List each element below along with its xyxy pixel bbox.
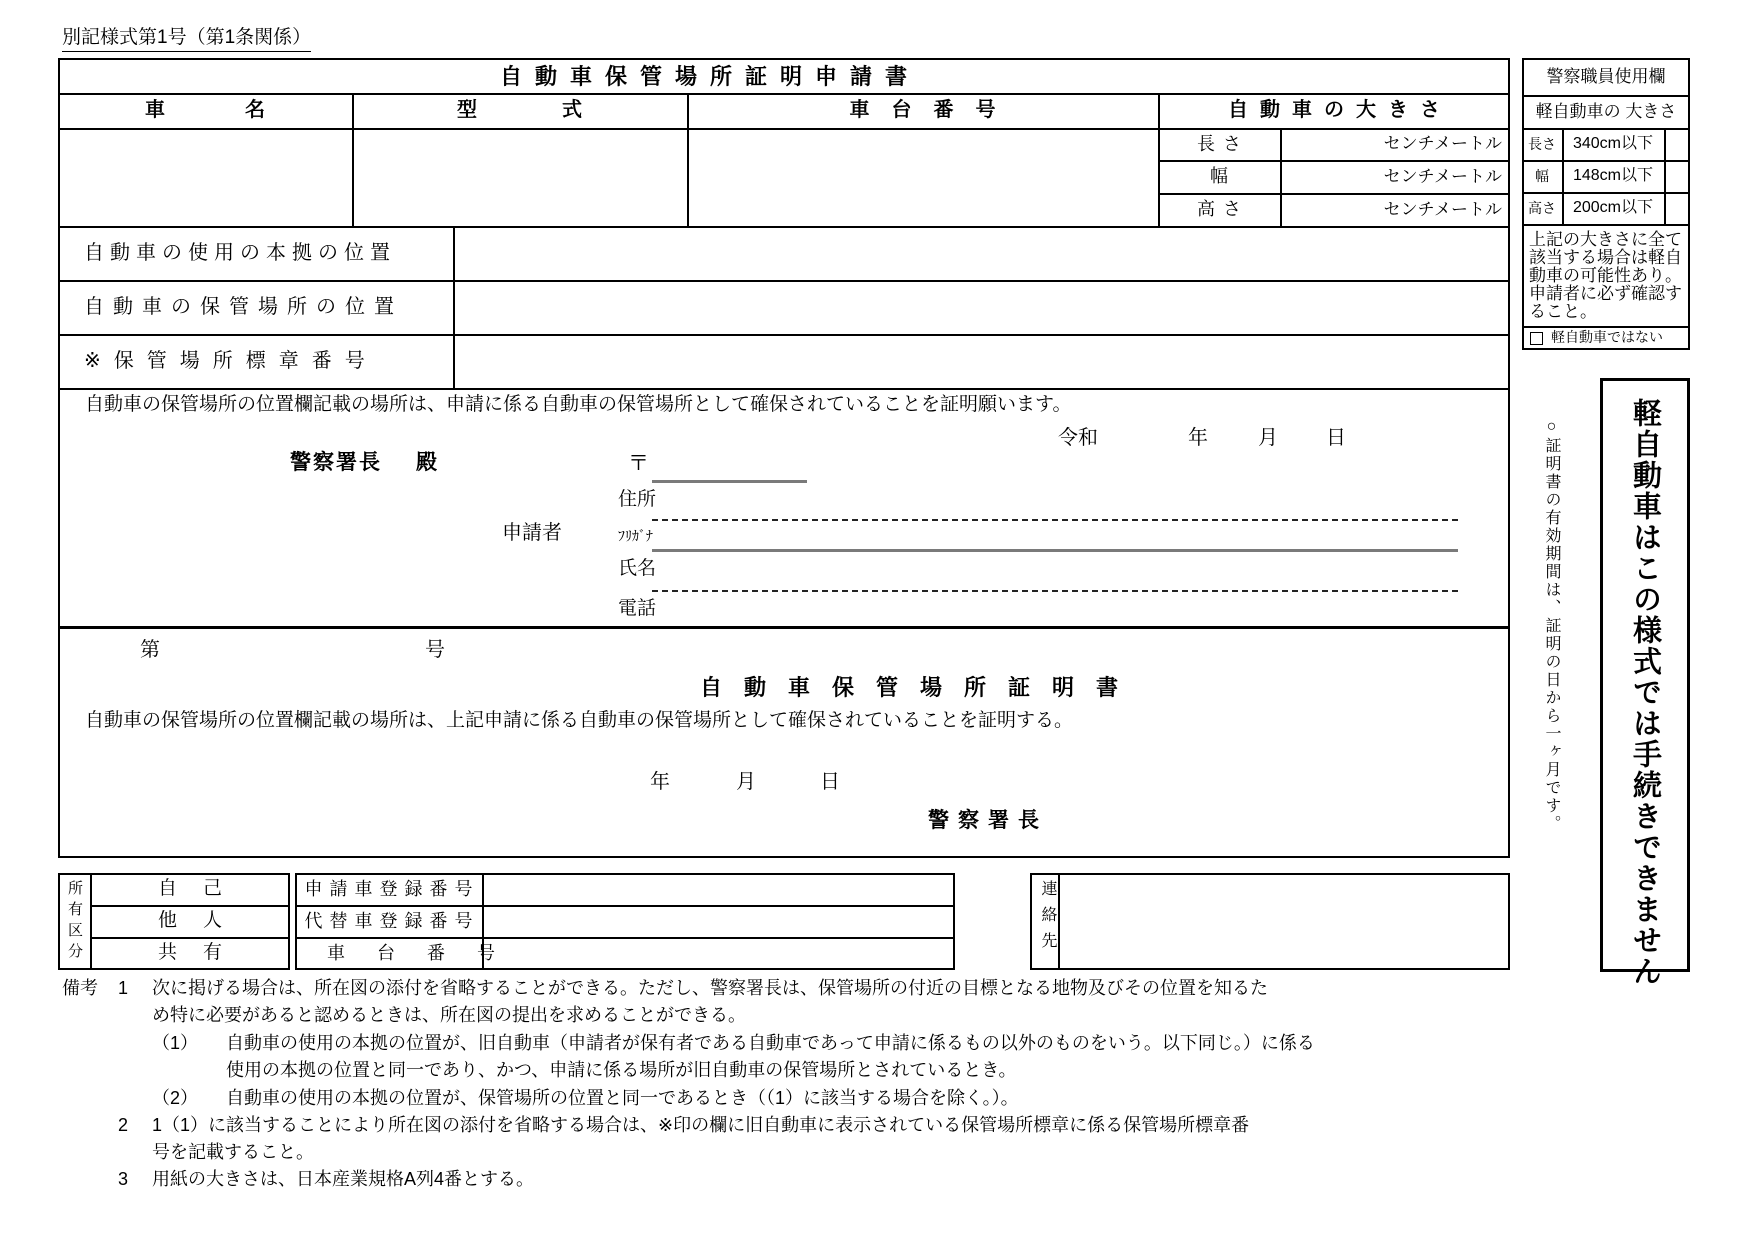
base-location-input-cell[interactable]: [455, 228, 1508, 278]
size-width-label: 幅: [1210, 166, 1228, 186]
header-car-name: 車名: [145, 99, 345, 121]
cert-police-chief-signature: 警察署長: [928, 809, 1048, 832]
furigana-write-line[interactable]: [652, 549, 1458, 552]
furigana-label: ﾌﾘｶﾞﾅ: [618, 528, 653, 544]
note-1-1-number: （1）: [152, 1033, 199, 1053]
contact-label: 連絡先: [1039, 880, 1056, 958]
postal-mark: 〒: [628, 452, 649, 475]
not-kei-checkbox[interactable]: [1530, 332, 1543, 345]
note-1-2-number: （2）: [152, 1088, 199, 1108]
certificate-validity-note: ○証明書の有効期間は、証明の日から一ヶ月です。: [1543, 418, 1560, 833]
application-car-number-input[interactable]: [484, 875, 953, 904]
panel-height-value: 200cm以下: [1572, 199, 1654, 216]
size-height-unit: センチメートル: [1383, 200, 1502, 219]
storage-location-input-cell[interactable]: [455, 282, 1508, 332]
header-chassis-number: 車台番号: [849, 99, 1018, 121]
note-1-text-cont: め特に必要があると認めるときは、所在図の提出を求めることができる。: [152, 1005, 746, 1025]
panel-note-line: ること。: [1529, 302, 1597, 321]
panel-length-check-cell[interactable]: [1666, 130, 1688, 158]
row-label-sticker-number: ※保管場所標章番号: [84, 350, 378, 372]
not-kei-checkbox-label: 軽自動車ではない: [1551, 329, 1663, 345]
header-model: 型式: [457, 99, 667, 121]
police-panel-title: 警察職員使用欄: [1546, 67, 1666, 86]
size-width-input-cell[interactable]: [1282, 162, 1432, 191]
cert-number-input-area[interactable]: [175, 636, 410, 662]
reg-row-chassis-number: 車台番号: [327, 943, 527, 963]
note-3-text: 用紙の大きさは、日本産業規格A列4番とする。: [152, 1169, 535, 1189]
size-height-label: 高さ: [1197, 199, 1249, 219]
note-1-text: 次に掲げる場合は、所在図の添付を省略することができる。ただし、警察署長は、保管場所の付近の目標となる地物及びその位置を知るた: [152, 978, 1268, 998]
reg-row-application-car: 申請車登録番号: [304, 879, 480, 899]
kei-size-subtitle: 軽自動車の 大きさ: [1535, 102, 1677, 121]
cert-month-label: 月: [736, 771, 756, 793]
note-1-1-text-cont: 使用の本拠の位置と同一であり、かつ、申請に係る場所が旧自動車の保管場所とされているとき。: [226, 1060, 1017, 1080]
note-1-2-text: 自動車の使用の本拠の位置が、保管場所の位置と同一であるとき（（1）に該当する場合を除く。）。: [226, 1088, 1019, 1108]
panel-note-line: 該当する場合は軽自: [1529, 248, 1682, 267]
contact-input-area[interactable]: [1060, 875, 1508, 968]
form-code-label: 別記様式第1号（第1条関係）: [62, 27, 311, 52]
size-length-label: 長さ: [1197, 134, 1249, 154]
panel-height-check-cell[interactable]: [1666, 194, 1688, 222]
note-2-text: 1（1）に該当することにより所在図の添付を省略する場合は、※印の欄に旧自動車に表示されている保管場所標章に係る保管場所標章番: [152, 1115, 1250, 1135]
row-label-base-location: 自動車の使用の本拠の位置: [84, 242, 396, 264]
cert-year-label: 年: [650, 771, 670, 793]
ownership-option-shared[interactable]: 共有: [157, 942, 248, 963]
postal-code-line[interactable]: [652, 480, 807, 483]
panel-length-label: 長さ: [1528, 136, 1556, 152]
address-write-line[interactable]: [652, 519, 1458, 521]
chassis-number-bottom-input[interactable]: [484, 939, 953, 968]
note-3-number: 3: [118, 1169, 129, 1189]
applicant-label: 申請者: [502, 522, 562, 544]
date-era-label: 令和: [1058, 427, 1098, 449]
name-write-line[interactable]: [652, 590, 1458, 592]
border-line: [58, 388, 1510, 390]
date-month-label: 月: [1258, 427, 1278, 449]
header-car-size: 自動車の大きさ: [1228, 99, 1452, 121]
application-title: 自動車保管場所証明申請書: [500, 64, 921, 89]
phone-label: 電話: [618, 598, 657, 619]
panel-width-check-cell[interactable]: [1666, 162, 1688, 190]
size-length-input-cell[interactable]: [1282, 130, 1432, 160]
panel-note-line: 申請者に必ず確認す: [1529, 284, 1682, 303]
name-label: 氏名: [618, 558, 657, 579]
panel-height-label: 高さ: [1528, 200, 1556, 216]
reg-row-replaced-car: 代替車登録番号: [304, 911, 480, 931]
chassis-number-input-cell[interactable]: [689, 130, 1156, 224]
honorific-label: 殿: [416, 451, 437, 474]
replaced-car-number-input[interactable]: [484, 907, 953, 936]
panel-note-line: 動車の可能性あり。: [1529, 266, 1682, 285]
panel-note-line: 上記の大きさに全て: [1529, 230, 1682, 249]
ownership-option-self[interactable]: 自己: [157, 878, 248, 899]
ownership-label: 所有区分: [66, 880, 83, 964]
size-length-unit: センチメートル: [1383, 134, 1502, 153]
row-label-storage-location: 自動車の保管場所の位置: [84, 296, 403, 318]
date-year-label: 年: [1188, 427, 1208, 449]
certificate-statement: 自動車の保管場所の位置欄記載の場所は、上記申請に係る自動車の保管場所として確保されていることを証明する。: [85, 710, 1074, 731]
sticker-number-input-cell[interactable]: [455, 336, 1508, 386]
certificate-title: 自動車保管場所証明書: [700, 675, 1141, 700]
model-input-cell[interactable]: [354, 130, 685, 224]
border-line: [1522, 326, 1690, 328]
size-height-input-cell[interactable]: [1282, 195, 1432, 224]
section-divider: [58, 626, 1510, 629]
border-line: [1522, 224, 1690, 226]
address-label: 住所: [618, 489, 657, 510]
car-name-input-cell[interactable]: [60, 130, 350, 224]
ownership-option-other[interactable]: 他人: [157, 910, 248, 931]
note-1-number: 1: [118, 978, 129, 998]
kei-warning-banner-text: 軽自動車はこの様式では手続きできません: [1629, 398, 1661, 987]
date-day-label: 日: [1326, 427, 1346, 449]
cert-day-label: 日: [820, 771, 840, 793]
size-width-unit: センチメートル: [1383, 167, 1502, 186]
panel-width-value: 148cm以下: [1572, 167, 1654, 184]
panel-length-value: 340cm以下: [1572, 135, 1654, 152]
note-2-number: 2: [118, 1115, 129, 1135]
note-1-1-text: 自動車の使用の本拠の位置が、旧自動車（申請者が保有者である自動車であって申請に係るもの以外のものをいう。以下同じ。）に係る: [226, 1033, 1315, 1053]
cert-number-prefix: 第: [140, 639, 160, 661]
cert-number-suffix: 号: [425, 639, 445, 661]
application-declaration: 自動車の保管場所の位置欄記載の場所は、申請に係る自動車の保管場所として確保されていることを証明願います。: [85, 394, 1072, 415]
police-chief-addressee: 警察署長: [290, 451, 382, 474]
note-2-text-cont: 号を記載すること。: [152, 1142, 314, 1162]
notes-heading: 備考: [62, 978, 98, 998]
panel-width-label: 幅: [1535, 168, 1549, 184]
